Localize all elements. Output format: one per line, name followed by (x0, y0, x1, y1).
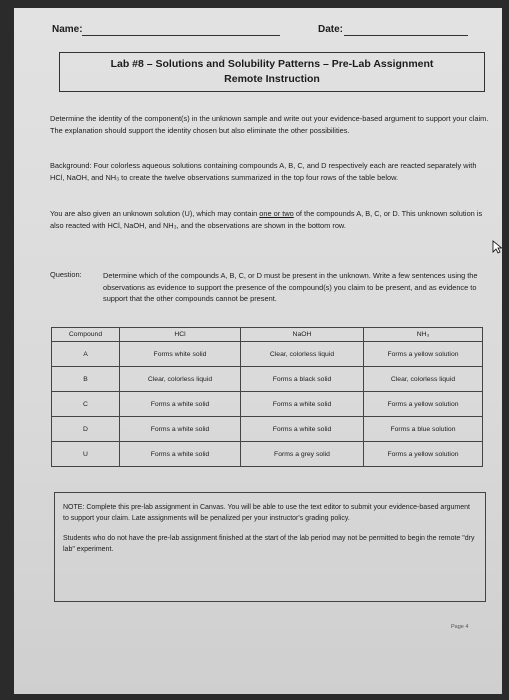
question-label: Question: (50, 270, 82, 279)
table-row (52, 367, 483, 392)
nh3-cell: Forms a yellow solution (364, 342, 483, 367)
compound-cell: C (52, 392, 120, 417)
compound-cell: U (52, 442, 120, 467)
observations-table (51, 327, 483, 467)
page-title: Lab #8 – Solutions and Solubility Patterns – Pre-Lab Assignment (110, 58, 434, 70)
nh3-cell: Forms a blue solution (364, 417, 483, 442)
note-box (54, 492, 486, 602)
header-naoh: NaOH (241, 328, 364, 342)
hcl-cell: Forms a white solid (120, 417, 241, 442)
page-subtitle: Remote Instruction (224, 73, 320, 85)
naoh-cell: Forms a white solid (241, 392, 364, 417)
hcl-cell: Forms white solid (120, 342, 241, 367)
unknown-text-start: You are also given an unknown solution (U), which may contain (50, 209, 260, 218)
naoh-cell: Forms a white solid (241, 417, 364, 442)
hcl-cell: Forms a white solid (120, 392, 241, 417)
header-hcl: HCl (120, 328, 241, 342)
hcl-cell: Clear, colorless liquid (120, 367, 241, 392)
unknown-emphasis: one or two (259, 209, 294, 218)
unknown-text-end: of the compounds A, B, C, or D. This unknown solution is also reacted with HCl, NaOH, and NH₃, and the observations are shown in the bottom row. (50, 209, 483, 230)
table-row (52, 342, 483, 367)
name-label: Name: (52, 24, 83, 35)
naoh-cell: Clear, colorless liquid (241, 342, 364, 367)
compound-cell: D (52, 417, 120, 442)
note-text: NOTE: Complete this pre-lab assignment in Canvas. You will be able to use the text editor to submit your evidence-based argument to support your claim. Late assignments will be penalized per your instructor's grading policy. (63, 504, 470, 522)
note-warning: Students who do not have the pre-lab assignment finished at the start of the lab period may not be permitted to begin the remote "dry lab" experiment. (63, 535, 475, 553)
nh3-cell: Forms a yellow solution (364, 442, 483, 467)
intro-paragraph: Determine the identity of the component(s) in the unknown sample and write out your evidence-based argument to support your claim. The explanation should support the identity chosen but also eliminate the other possibilities. (50, 114, 489, 135)
date-label: Date: (318, 24, 344, 35)
page-number: Page 4 (451, 624, 469, 630)
unknown-paragraph (50, 208, 490, 231)
name-line (82, 35, 280, 36)
header-nh3: NH₃ (364, 328, 483, 342)
naoh-cell: Forms a grey solid (241, 442, 364, 467)
compound-cell: B (52, 367, 120, 392)
hcl-cell: Forms a white solid (120, 442, 241, 467)
table-row (52, 442, 483, 467)
header-compound: Compound (52, 328, 120, 342)
title-box (59, 52, 485, 92)
worksheet-page (14, 8, 502, 694)
date-line (344, 35, 468, 36)
nh3-cell: Forms a yellow solution (364, 392, 483, 417)
compound-cell: A (52, 342, 120, 367)
table-row (52, 392, 483, 417)
table-row (52, 417, 483, 442)
table-header-row (52, 328, 483, 342)
question-text: Determine which of the compounds A, B, C, or D must be present in the unknown. Write a few sentences using the observations as evidence to support the presence of the compound(s) you claim to be present, and as evidence to support that the other compounds cannot be present. (103, 271, 478, 303)
nh3-cell: Clear, colorless liquid (364, 367, 483, 392)
background-paragraph: Background: Four colorless aqueous solutions containing compounds A, B, C, and D respectively each are reacted separately with HCl, NaOH, and NH₃ to create the twelve observations summarized in the top four rows of the table below. (50, 161, 477, 182)
naoh-cell: Forms a black solid (241, 367, 364, 392)
mouse-cursor-icon (492, 240, 502, 254)
